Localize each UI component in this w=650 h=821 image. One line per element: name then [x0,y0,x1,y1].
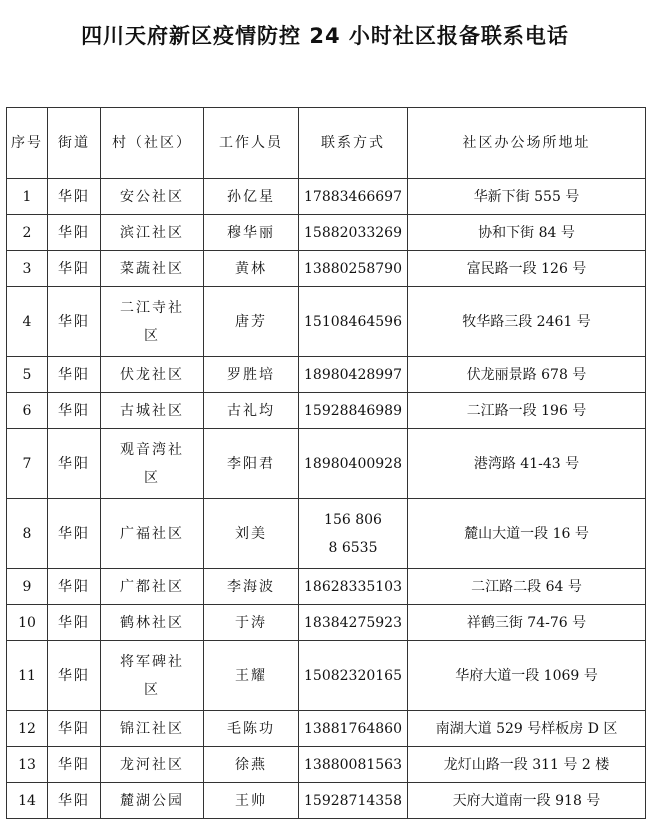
row-phone: 15082320165 [299,641,408,711]
row-staff: 李阳君 [204,429,299,499]
row-community: 广福社区 [101,499,204,569]
row-address: 华新下街 555 号 [408,179,646,215]
row-staff: 王帅 [204,783,299,819]
row-phone: 15928846989 [299,393,408,429]
row-address: 协和下街 84 号 [408,215,646,251]
row-number: 6 [7,393,48,429]
row-address: 二江路二段 64 号 [408,569,646,605]
table-row [7,605,646,641]
row-street: 华阳 [48,605,101,641]
table-row [7,429,646,499]
row-phone: 15882033269 [299,215,408,251]
header-no: 序号 [7,108,48,179]
row-number: 4 [7,287,48,357]
row-address: 华府大道一段 1069 号 [408,641,646,711]
table-row [7,783,646,819]
header-address: 社区办公场所地址 [408,108,646,179]
table-row [7,179,646,215]
row-staff: 黄林 [204,251,299,287]
row-staff: 孙亿星 [204,179,299,215]
row-address: 祥鹤三街 74-76 号 [408,605,646,641]
table-row [7,499,646,569]
row-phone: 15928714358 [299,783,408,819]
row-staff: 王耀 [204,641,299,711]
row-address: 牧华路三段 2461 号 [408,287,646,357]
row-staff: 徐燕 [204,747,299,783]
row-phone: 13880258790 [299,251,408,287]
row-staff: 刘美 [204,499,299,569]
table-row [7,747,646,783]
table-row [7,357,646,393]
row-community: 安公社区 [101,179,204,215]
row-address: 南湖大道 529 号样板房 D 区 [408,711,646,747]
table-body [7,179,646,819]
row-street: 华阳 [48,641,101,711]
row-street: 华阳 [48,251,101,287]
row-phone: 15108464596 [299,287,408,357]
row-phone: 156 8068 6535 [299,499,408,569]
row-street: 华阳 [48,747,101,783]
row-number: 12 [7,711,48,747]
table-row [7,215,646,251]
table-row [7,641,646,711]
row-number: 1 [7,179,48,215]
row-number: 2 [7,215,48,251]
row-street: 华阳 [48,569,101,605]
row-number: 7 [7,429,48,499]
row-phone: 18628335103 [299,569,408,605]
table-row [7,711,646,747]
row-staff: 于涛 [204,605,299,641]
row-community: 二江寺社区 [101,287,204,357]
row-address: 麓山大道一段 16 号 [408,499,646,569]
row-community: 观音湾社区 [101,429,204,499]
row-number: 5 [7,357,48,393]
table-row [7,287,646,357]
row-community: 鹤林社区 [101,605,204,641]
row-number: 3 [7,251,48,287]
row-staff: 穆华丽 [204,215,299,251]
row-street: 华阳 [48,711,101,747]
row-community: 麓湖公园 [101,783,204,819]
header-community: 村（社区） [101,108,204,179]
row-number: 9 [7,569,48,605]
row-staff: 毛陈功 [204,711,299,747]
row-staff: 古礼均 [204,393,299,429]
row-phone: 18980400928 [299,429,408,499]
row-community: 伏龙社区 [101,357,204,393]
row-staff: 李海波 [204,569,299,605]
row-phone: 17883466697 [299,179,408,215]
row-street: 华阳 [48,783,101,819]
contact-table [6,107,646,819]
table-row [7,251,646,287]
row-address: 二江路一段 196 号 [408,393,646,429]
row-community: 菜蔬社区 [101,251,204,287]
header-phone: 联系方式 [299,108,408,179]
table-row [7,569,646,605]
row-street: 华阳 [48,429,101,499]
row-street: 华阳 [48,357,101,393]
row-address: 伏龙丽景路 678 号 [408,357,646,393]
row-community: 龙河社区 [101,747,204,783]
row-phone: 18980428997 [299,357,408,393]
table-row [7,393,646,429]
row-address: 天府大道南一段 918 号 [408,783,646,819]
row-street: 华阳 [48,287,101,357]
table-header-row [7,108,646,179]
row-phone: 13880081563 [299,747,408,783]
header-street: 街道 [48,108,101,179]
row-address: 龙灯山路一段 311 号 2 楼 [408,747,646,783]
row-street: 华阳 [48,215,101,251]
row-community: 滨江社区 [101,215,204,251]
row-staff: 罗胜培 [204,357,299,393]
row-number: 8 [7,499,48,569]
row-community: 锦江社区 [101,711,204,747]
row-address: 富民路一段 126 号 [408,251,646,287]
row-number: 13 [7,747,48,783]
row-phone: 18384275923 [299,605,408,641]
row-number: 11 [7,641,48,711]
row-street: 华阳 [48,179,101,215]
row-number: 14 [7,783,48,819]
row-community: 广都社区 [101,569,204,605]
row-address: 港湾路 41-43 号 [408,429,646,499]
row-staff: 唐芳 [204,287,299,357]
header-staff: 工作人员 [204,108,299,179]
row-phone: 13881764860 [299,711,408,747]
document-title: 四川天府新区疫情防控 24 小时社区报备联系电话 [81,24,569,48]
row-street: 华阳 [48,499,101,569]
row-community: 将军碑社区 [101,641,204,711]
row-community: 古城社区 [101,393,204,429]
row-number: 10 [7,605,48,641]
row-street: 华阳 [48,393,101,429]
